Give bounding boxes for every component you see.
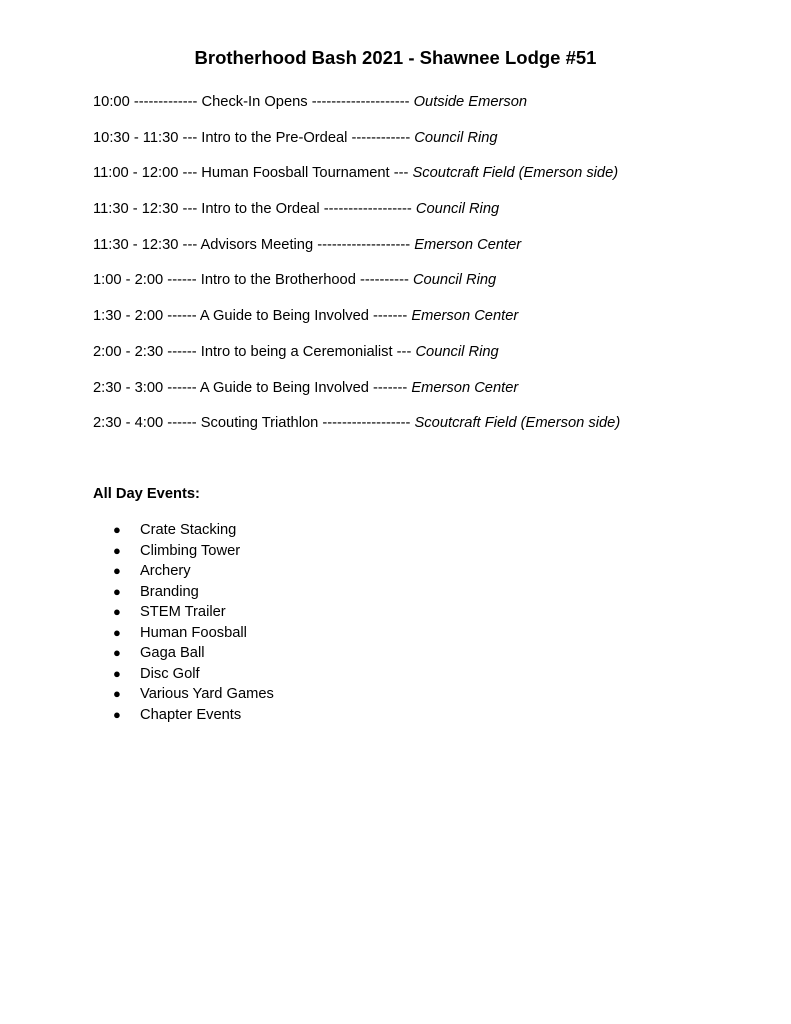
list-item-label: Branding	[140, 583, 199, 600]
bullet-icon: ●	[113, 583, 121, 599]
all-day-events-list	[0, 520, 274, 725]
list-item	[0, 582, 274, 603]
list-item	[0, 705, 274, 726]
schedule-row-text: 10:30 - 11:30 --- Intro to the Pre-Ordeal ------------	[93, 129, 415, 146]
list-item	[0, 684, 274, 705]
bullet-icon: ●	[113, 624, 121, 640]
list-item	[0, 602, 274, 623]
schedule-row-location: Emerson Center	[414, 236, 522, 253]
bullet-icon: ●	[113, 604, 121, 619]
schedule-list	[93, 92, 773, 449]
schedule-row-text: 2:30 - 4:00 ------ Scouting Triathlon ------------------	[93, 415, 415, 432]
schedule-row-text: 2:30 - 3:00 ------ A Guide to Being Involved -------	[93, 379, 412, 396]
list-item-label: Gaga Ball	[140, 645, 205, 661]
schedule-row	[93, 92, 773, 112]
bullet-icon: ●	[113, 686, 121, 701]
schedule-row	[93, 199, 773, 219]
list-item	[0, 664, 274, 685]
bullet-icon: ●	[113, 645, 121, 660]
list-item-label: Crate Stacking	[140, 522, 237, 538]
page-title: Brotherhood Bash 2021 - Shawnee Lodge #51	[194, 47, 597, 68]
bullet-icon: ●	[113, 522, 121, 537]
list-item-label: Human Foosball	[140, 624, 247, 641]
list-item	[0, 623, 274, 644]
schedule-row-location: Emerson Center	[411, 379, 519, 396]
bullet-icon: ●	[113, 665, 121, 681]
schedule-row-text: 2:00 - 2:30 ------ Intro to being a Ceremonialist ---	[93, 343, 416, 360]
list-item	[0, 520, 274, 541]
schedule-row	[93, 342, 773, 362]
schedule-row	[93, 270, 773, 290]
schedule-row	[93, 128, 773, 148]
schedule-row	[93, 163, 773, 183]
list-item-label: Various Yard Games	[140, 686, 274, 702]
schedule-row-location: Scoutcraft Field (Emerson side)	[414, 415, 621, 432]
list-item-label: Archery	[140, 563, 191, 579]
list-item-label: Disc Golf	[140, 665, 200, 682]
all-day-events-heading: All Day Events:	[93, 486, 200, 502]
schedule-row-location: Emerson Center	[411, 308, 519, 325]
schedule-row	[93, 378, 773, 398]
schedule-row-location: Scoutcraft Field (Emerson side)	[412, 165, 619, 182]
schedule-row-location: Outside Emerson	[413, 94, 528, 110]
list-item-label: Climbing Tower	[140, 542, 241, 559]
bullet-icon: ●	[113, 563, 121, 578]
list-item-label: STEM Trailer	[140, 604, 226, 620]
schedule-row-text: 11:00 - 12:00 --- Human Foosball Tournament ---	[93, 165, 413, 182]
bullet-icon: ●	[113, 706, 121, 722]
bullet-icon: ●	[113, 542, 121, 558]
list-item	[0, 643, 274, 664]
schedule-row-location: Council Ring	[414, 129, 498, 146]
schedule-row-text: 1:30 - 2:00 ------ A Guide to Being Involved -------	[93, 308, 412, 325]
list-item	[0, 561, 274, 582]
schedule-row	[93, 306, 773, 326]
schedule-row-text: 11:30 - 12:30 --- Intro to the Ordeal ------------------	[93, 201, 416, 218]
schedule-row-text: 10:00 ------------- Check-In Opens --------------------	[93, 94, 414, 110]
list-item	[0, 541, 274, 562]
schedule-row	[93, 235, 773, 255]
schedule-row-location: Council Ring	[415, 343, 499, 360]
schedule-row-text: 11:30 - 12:30 --- Advisors Meeting -------------------	[93, 236, 415, 253]
schedule-row	[93, 413, 773, 433]
schedule-row-location: Council Ring	[415, 201, 500, 218]
schedule-row-location: Council Ring	[412, 272, 497, 289]
schedule-row-text: 1:00 - 2:00 ------ Intro to the Brotherhood ----------	[93, 272, 413, 289]
list-item-label: Chapter Events	[140, 706, 242, 723]
